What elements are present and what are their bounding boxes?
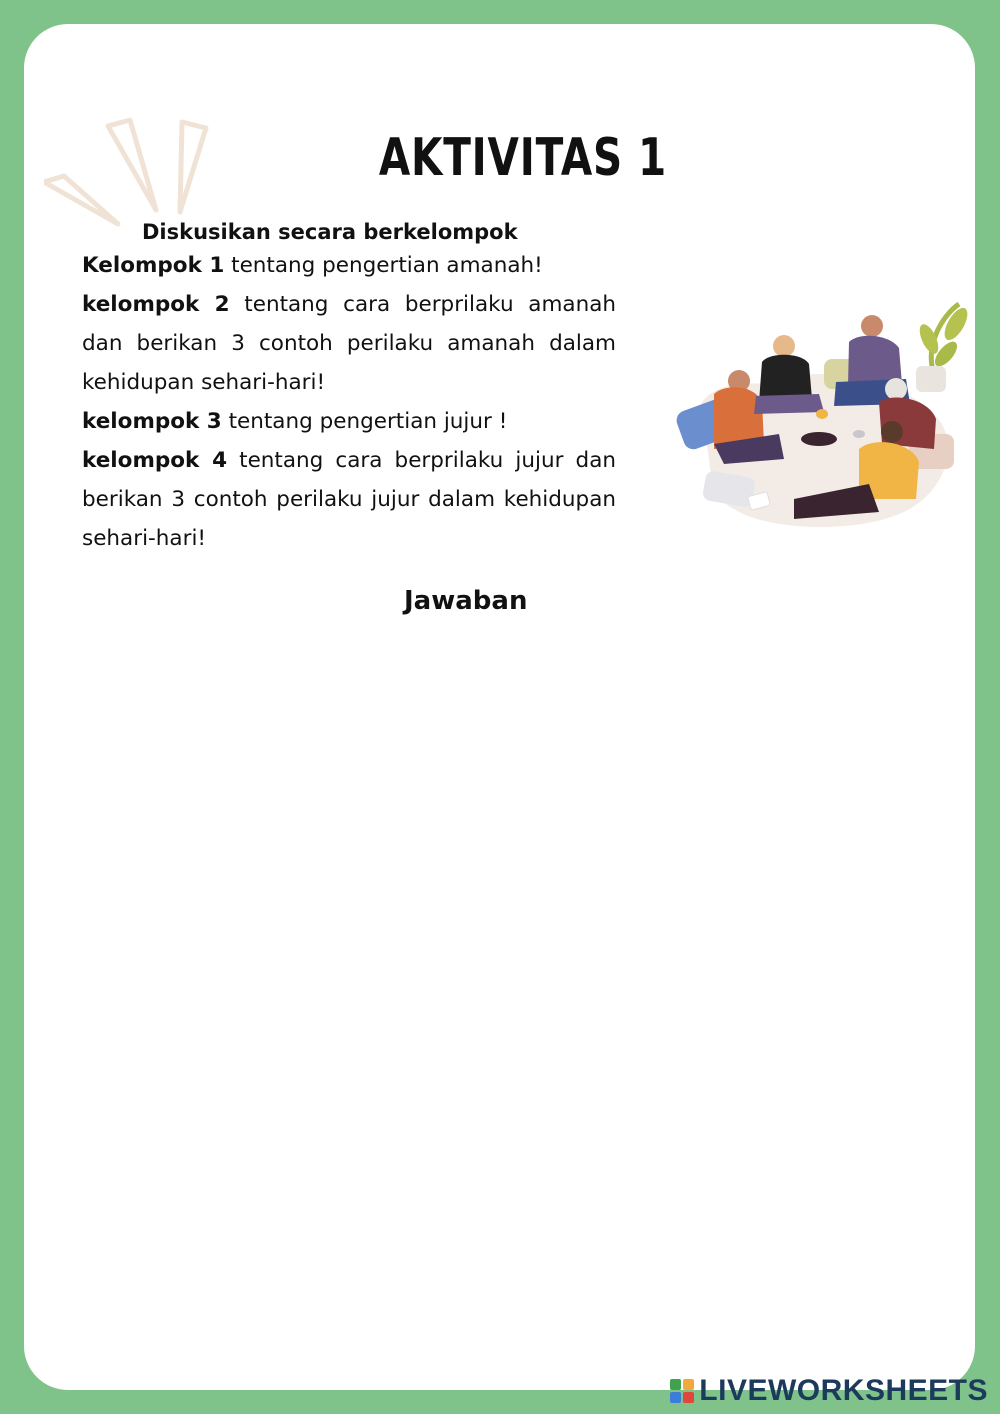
group-task-item: [82, 402, 616, 441]
instruction-text: Diskusikan secara berkelompok: [142, 220, 518, 244]
group-task-item: [82, 285, 616, 402]
answer-label: Jawaban: [404, 586, 528, 616]
group-task-list: [82, 246, 616, 558]
group-task-text: tentang pengertian amanah!: [224, 253, 543, 278]
liveworksheets-logo-icon: [669, 1378, 695, 1404]
group-task-item: [82, 441, 616, 558]
brand-name: LIVEWORKSHEETS: [699, 1374, 988, 1407]
group-label: kelompok 3: [82, 409, 222, 434]
group-task-item: [82, 246, 616, 285]
group-discussion-illustration: [644, 284, 974, 534]
group-task-text: tentang cara berprilaku jujur dan berikan 3 contoh perilaku jujur dalam kehidupan sehari-hari!: [82, 448, 616, 551]
group-label: Kelompok 1: [82, 253, 225, 278]
group-task-text: tentang pengertian jujur !: [221, 409, 508, 434]
group-label: kelompok 2: [82, 292, 230, 317]
worksheet-sheet: [24, 24, 975, 1390]
brand-footer: [669, 1374, 988, 1408]
group-task-text: tentang cara berprilaku amanah dan berikan 3 contoh perilaku amanah dalam kehidupan sehari-hari!: [82, 292, 616, 395]
page-title: AKTIVITAS 1: [378, 128, 667, 188]
group-label: kelompok 4: [82, 448, 228, 473]
